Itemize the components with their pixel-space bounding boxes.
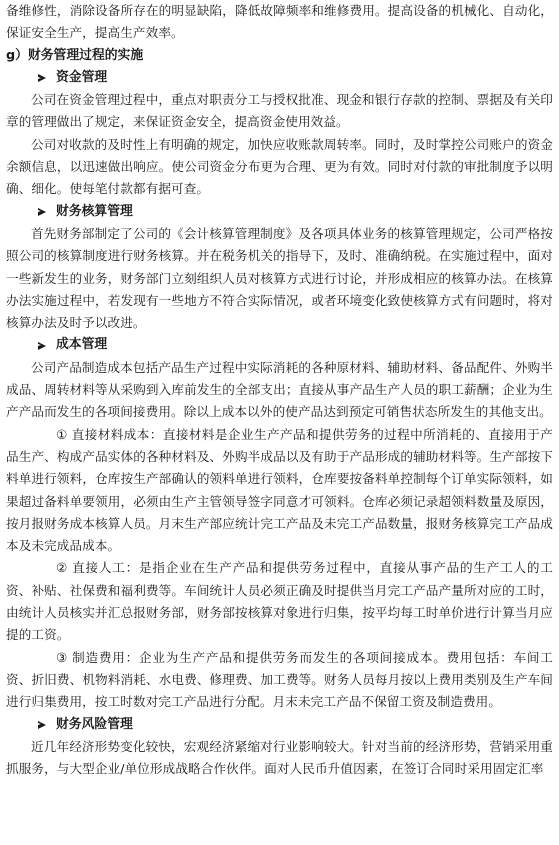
capital-heading (38, 67, 553, 89)
cost-item-text: 直接材料成本：直接材料是企业生产产品和提供劳务的过程中所消耗的、直接用于产品生产、构成产品实体的各种材料及、外购半成品以及有助于产品形成的辅助材料等。生产部按下料单进行领料，仓库按生产部确认的领料单进行领料，仓库要按备料单控制每个订单实际领料，如果超过备料单要领用，必须由生产主管领导签字同意才可领料。仓库必须记录超领料数量及原因，按月报财务成本核算人员。月末生产部应统计完工产品及未完工产品数量，报财务核算完工产品成本及未完成品成本。 (6, 426, 553, 554)
arrow-bullet-icon (38, 208, 46, 216)
accounting-heading (38, 201, 553, 223)
risk-heading-label: 财务风险管理 (56, 716, 133, 732)
enum-marker: ① (56, 426, 68, 442)
capital-paragraph-1: 公司在资金管理过程中，重点对职责分工与授权批准、现金和银行存款的控制、票据及有关印章的管理做出了规定，来保证资金安全，提高资金使用效益。 (6, 92, 553, 130)
accounting-heading-label: 财务核算管理 (56, 203, 133, 219)
cost-item-direct-materials (6, 424, 553, 558)
accounting-paragraph-1: 首先财务部制定了公司的《会计核算管理制度》及各项具体业务的核算管理规定，公司严格按照公司的核算制度进行财务核算。并在税务机关的指导下，及时、准确纳税。在实施过程中，面对一些新发生的业务，财务部门立刻组织人员对核算方式进行讨论，并形成相应的核算办法。在核算办法实施过程中，若发现有一些地方不符合实际情况，或者环境变化致使核算方式有问题时，将对核算办法及时予以改进。 (6, 225, 553, 331)
cost-item-text: 制造费用：企业为生产产品和提供劳务而发生的各项间接成本。费用包括：车间工资、折旧费、机物料消耗、水电费、修理费、加工费等。财务人员每月按以上费用类别及生产车间进行归集费用，按工时数对完工产品进行分配。月末未完工产品不保留工资及制造费用。 (6, 649, 553, 710)
enum-marker: ② (56, 560, 68, 576)
cost-heading (38, 334, 553, 356)
cost-paragraph-1: 公司产品制造成本包括产品生产过程中实际消耗的各种原材料、辅助材料、备品配件、外购半成品、周转材料等从采购到入库前发生的全部支出；直接从事产品生产人员的职工薪酬；企业为生产产品而发生的各项间接费用。除以上成本以外的使产品达到预定可销售状态所发生的其他支出。 (6, 359, 553, 420)
cost-item-overhead (6, 647, 553, 714)
arrow-bullet-icon (38, 342, 46, 350)
risk-heading (38, 714, 553, 736)
capital-heading-label: 资金管理 (56, 69, 108, 85)
section-heading-g: g）财务管理过程的实施 (6, 47, 144, 63)
cost-item-text: 直接人工：是指企业在生产产品和提供劳务过程中，直接从事产品的生产工人的工资、补贴、社保费和福利费等。车间统计人员必须正确及时提供当月完工产品产量所对应的工时，由统计人员核实并汇总报财务部，财务部按核算对象进行归集，按平均每工时单价进行计算当月应提的工资。 (6, 560, 553, 643)
intro-paragraph: 备维修性，消除设备所存在的明显缺陷，降低故障频率和维修费用。提高设备的机械化、自动化，保证安全生产，提高生产效率。 (6, 3, 553, 41)
risk-paragraph-1: 近几年经济形势变化较快，宏观经济紧缩对行业影响较大。针对当前的经济形势，营销采用重抓服务，与大型企业/单位形成战略合作伙伴。面对人民币升值因素，在签订合同时采用固定汇率 (6, 738, 553, 777)
cost-heading-label: 成本管理 (56, 337, 108, 353)
capital-paragraph-2: 公司对收款的及时性上有明确的规定，加快应收账款周转率。同时，及时掌控公司账户的资金余额信息，以迅速做出响应。使公司资金分布更为合理、更为有效。同时对付款的审批制度予以明确、细化。使每笔付款都有据可查。 (6, 136, 553, 197)
arrow-bullet-icon (38, 721, 46, 729)
arrow-bullet-icon (38, 74, 46, 82)
cost-item-direct-labor (6, 557, 553, 646)
enum-marker: ③ (56, 649, 68, 665)
